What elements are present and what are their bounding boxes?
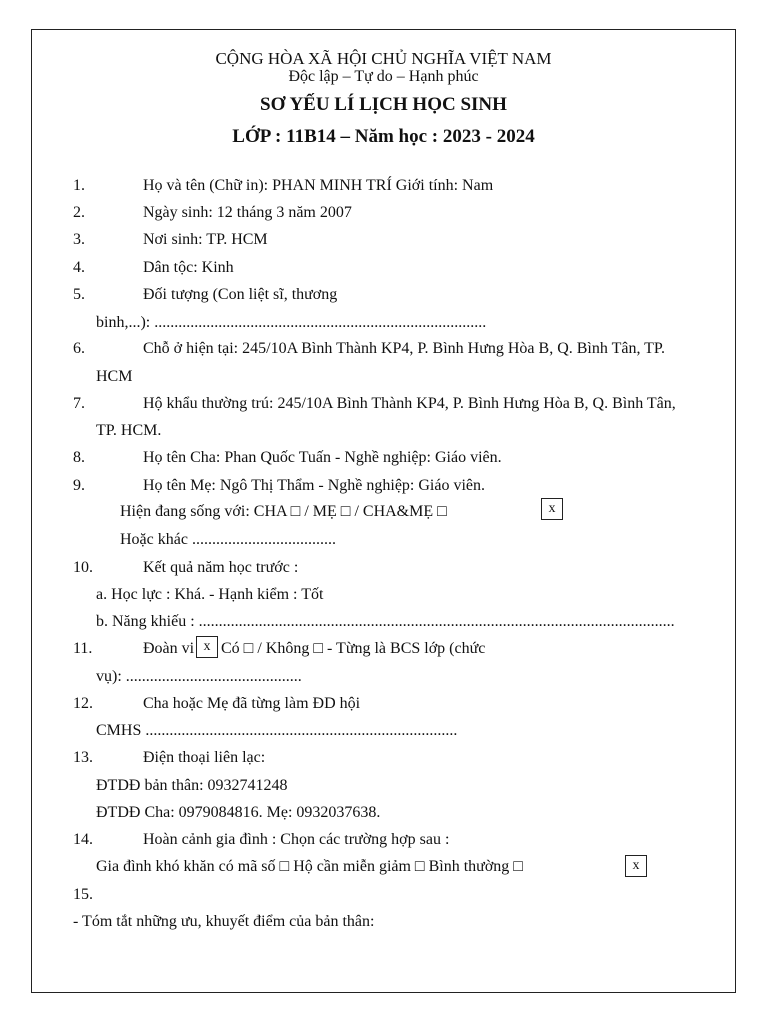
item-number-2: 2. — [73, 204, 85, 221]
item-number-10: 10. — [73, 559, 93, 576]
item-permanent-address-cont: TP. HCM. — [96, 422, 162, 439]
item-number-6: 6. — [73, 340, 85, 357]
item-number-4: 4. — [73, 259, 85, 276]
item-number-13: 13. — [73, 749, 93, 766]
talent: b. Năng khiếu : ....................................................................................................................... — [96, 613, 675, 630]
item-ethnicity: Dân tộc: Kinh — [143, 259, 234, 276]
item-full-name: Họ và tên (Chữ in): PHAN MINH TRÍ Giới tính: Nam — [143, 177, 494, 194]
phone-parents: ĐTDĐ Cha: 0979084816. Mẹ: 0932037638. — [96, 804, 381, 821]
item-number-9: 9. — [73, 477, 85, 494]
item-union-member: Đoàn vi — [143, 640, 195, 657]
item-family-situation: Hoàn cảnh gia đình : Chọn các trường hợp sau : — [143, 831, 450, 848]
document-title: SƠ YẾU LÍ LỊCH HỌC SINH — [260, 94, 507, 115]
self-summary: - Tóm tắt những ưu, khuyết điểm của bản thân: — [73, 913, 375, 930]
living-other: Hoặc khác .................................... — [120, 531, 336, 548]
living-with-options: Hiện đang sống với: CHA □ / MẸ □ / CHA&MẸ □ — [120, 503, 447, 520]
item-parent-committee: Cha hoặc Mẹ đã từng làm ĐD hội — [143, 695, 361, 712]
item-number-15: 15. — [73, 886, 93, 903]
item-number-7: 7. — [73, 395, 85, 412]
item-number-1: 1. — [73, 177, 85, 194]
item-number-14: 14. — [73, 831, 93, 848]
item-number-11: 11. — [73, 640, 93, 657]
item-birth-place: Nơi sinh: TP. HCM — [143, 231, 268, 248]
class-line: LỚP : 11B14 – Năm học : 2023 - 2024 — [232, 126, 535, 147]
union-options: Có □ / Không □ - Từng là BCS lớp (chức — [221, 640, 486, 657]
item-number-5: 5. — [73, 286, 85, 303]
item-number-3: 3. — [73, 231, 85, 248]
country-name: CỘNG HÒA XÃ HỘI CHỦ NGHĨA VIỆT NAM — [215, 49, 552, 68]
academic-conduct: a. Học lực : Khá. - Hạnh kiểm : Tốt — [96, 586, 324, 603]
living-with-checkbox[interactable]: x — [541, 498, 563, 520]
item-previous-results: Kết quả năm học trước : — [143, 559, 299, 576]
union-position: vụ): ............................................ — [96, 668, 302, 685]
item-birth-date: Ngày sinh: 12 tháng 3 năm 2007 — [143, 204, 352, 221]
item-number-12: 12. — [73, 695, 93, 712]
item-contact-phone: Điện thoại liên lạc: — [143, 749, 266, 766]
item-current-address: Chỗ ở hiện tại: 245/10A Bình Thành KP4, P. Bình Hưng Hòa B, Q. Bình Tân, TP. — [143, 340, 666, 357]
item-beneficiary-cont: binh,...): ................................................................................... — [96, 314, 487, 331]
phone-self: ĐTDĐ bản thân: 0932741248 — [96, 777, 288, 794]
family-options: Gia đình khó khăn có mã số □ Hộ cần miễn giảm □ Bình thường □ — [96, 858, 523, 875]
item-father: Họ tên Cha: Phan Quốc Tuấn - Nghề nghiệp: Giáo viên. — [143, 449, 502, 466]
motto: Độc lập – Tự do – Hạnh phúc — [288, 68, 479, 85]
item-current-address-cont: HCM — [96, 368, 133, 385]
item-number-8: 8. — [73, 449, 85, 466]
item-permanent-address: Hộ khẩu thường trú: 245/10A Bình Thành KP4, P. Bình Hưng Hòa B, Q. Bình Tân, — [143, 395, 676, 412]
family-checkbox[interactable]: x — [625, 855, 647, 877]
item-mother: Họ tên Mẹ: Ngô Thị Thẩm - Nghề nghiệp: Giáo viên. — [143, 477, 486, 494]
union-checkbox[interactable]: x — [196, 636, 218, 658]
item-beneficiary: Đối tượng (Con liệt sĩ, thương — [143, 286, 338, 303]
item-parent-committee-cont: CMHS .............................................................................. — [96, 722, 458, 739]
